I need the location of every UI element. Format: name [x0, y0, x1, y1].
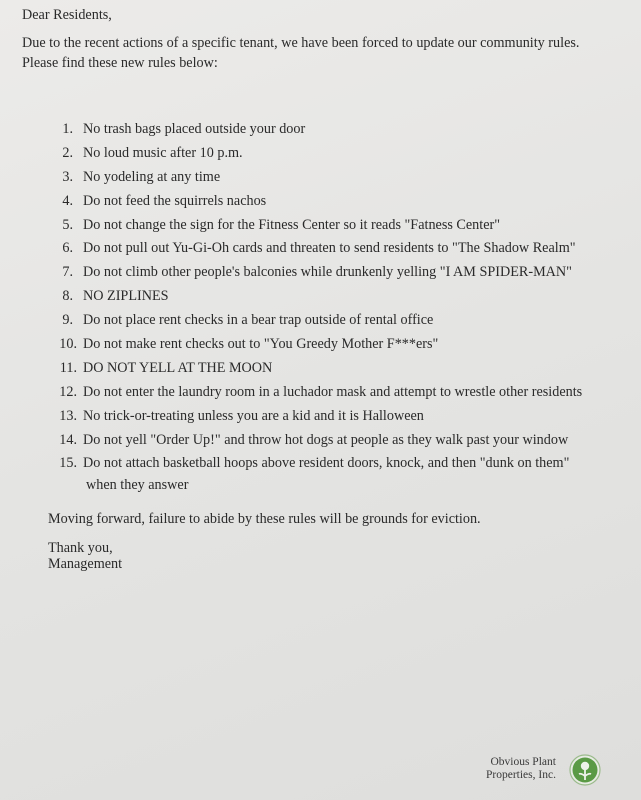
- rule-text: NO ZIPLINES: [83, 288, 169, 305]
- rule-number: 9.: [62, 312, 73, 329]
- rule-text: Do not yell "Order Up!" and throw hot dogs at people as they walk past your window: [83, 431, 569, 448]
- rule-item: [40, 145, 582, 169]
- rule-item: [40, 384, 582, 408]
- rule-text: Do not enter the laundry room in a luchador mask and attempt to wrestle other residents: [83, 383, 583, 400]
- rule-number: 15.: [59, 455, 77, 472]
- rule-number: 1.: [62, 121, 73, 137]
- rule-number: 10.: [59, 336, 77, 353]
- rule-item: [40, 312, 582, 336]
- rule-item: [40, 240, 582, 264]
- rule-text: No loud music after 10 p.m.: [83, 144, 243, 161]
- rule-number: 6.: [62, 240, 73, 257]
- rule-item: [40, 432, 582, 456]
- rule-text: Do not change the sign for the Fitness Center so it reads "Fatness Center": [83, 216, 501, 233]
- rule-item: [40, 408, 582, 432]
- thanks-text: Thank you,: [48, 540, 113, 556]
- rule-text: Do not pull out Yu-Gi-Oh cards and threaten to send residents to "The Shadow Realm": [83, 240, 576, 257]
- rule-item: [40, 217, 582, 241]
- company-name-line2: Properties, Inc.: [486, 769, 556, 781]
- rule-text: No trash bags placed outside your door: [83, 121, 306, 137]
- greeting: Dear Residents,: [22, 7, 112, 23]
- rule-number: 7.: [62, 264, 73, 281]
- signature: Management: [48, 556, 123, 572]
- rule-item: [40, 336, 582, 360]
- rule-item: [40, 288, 582, 312]
- rule-text: No trick-or-treating unless you are a kid and it is Halloween: [83, 407, 424, 424]
- rule-number: 4.: [62, 192, 73, 209]
- rule-number: 13.: [59, 407, 77, 424]
- rules-list: [40, 121, 582, 501]
- rule-item: [40, 455, 582, 479]
- rule-number: 11.: [59, 359, 77, 376]
- rule-text: Do not place rent checks in a bear trap outside of rental office: [83, 312, 434, 329]
- rule-item: [40, 360, 582, 384]
- rule-number: 14.: [59, 431, 77, 448]
- rule-item: [40, 193, 582, 217]
- rule-item: [40, 169, 582, 193]
- rule-number: 2.: [62, 144, 73, 161]
- rule-text: Do not feed the squirrels nachos: [83, 192, 267, 209]
- rule-text: Do not attach basketball hoops above resident doors, knock, and then "dunk on them": [83, 455, 570, 472]
- rule-text: Do not make rent checks out to "You Greedy Mother F***ers": [83, 336, 439, 353]
- rule-text: DO NOT YELL AT THE MOON: [83, 359, 273, 376]
- rule-text: No yodeling at any time: [83, 168, 221, 185]
- company-name: [486, 756, 556, 782]
- intro-paragraph: Due to the recent actions of a specific tenant, we have been forced to update our community rules. Please find these new rules below:: [22, 35, 580, 71]
- plant-logo-icon: [569, 754, 601, 786]
- rule-number: 12.: [59, 383, 77, 400]
- closing-statement: Moving forward, failure to abide by these rules will be grounds for eviction.: [48, 511, 481, 527]
- rule-item: [40, 121, 582, 145]
- rule-15-continuation: when they answer: [86, 477, 189, 494]
- rule-text: Do not climb other people's balconies while drunkenly yelling "I AM SPIDER-MAN": [83, 264, 572, 281]
- rule-number: 3.: [62, 168, 73, 185]
- company-name-line1: Obvious Plant: [490, 756, 556, 768]
- rule-number: 5.: [62, 216, 73, 233]
- rule-item: [40, 264, 582, 288]
- rule-number: 8.: [62, 288, 73, 305]
